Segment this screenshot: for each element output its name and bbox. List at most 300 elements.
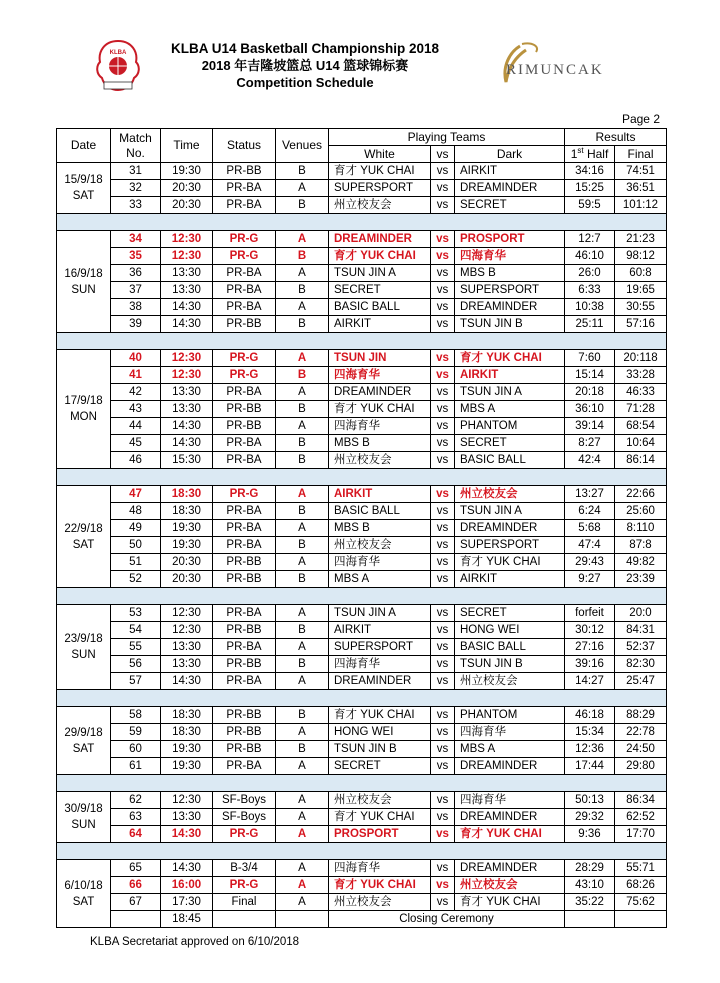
- match-no: 59: [111, 724, 161, 741]
- table-row: [57, 265, 667, 282]
- footer-note: KLBA Secretariat approved on 6/10/2018: [90, 936, 300, 948]
- team-dark: 育才 YUK CHAI: [455, 554, 565, 571]
- first-half-score: 47:4: [565, 537, 615, 554]
- team-dark: AIRKIT: [455, 367, 565, 384]
- header-final: Final: [615, 146, 667, 163]
- vs-label: vs: [431, 163, 455, 180]
- table-row: [57, 554, 667, 571]
- closing-no: [111, 911, 161, 928]
- header-date: Date: [57, 129, 111, 163]
- final-score: 75:62: [615, 894, 667, 911]
- date-cell: [57, 350, 111, 469]
- final-score: 25:60: [615, 503, 667, 520]
- final-score: 22:78: [615, 724, 667, 741]
- first-half-score: 35:22: [565, 894, 615, 911]
- match-date: 17/9/18: [64, 395, 103, 407]
- team-dark: HONG WEI: [455, 622, 565, 639]
- match-no: 37: [111, 282, 161, 299]
- team-white: TSUN JIN: [329, 350, 431, 367]
- final-score: 74:51: [615, 163, 667, 180]
- match-no: 61: [111, 758, 161, 775]
- match-no: 49: [111, 520, 161, 537]
- table-row: [57, 452, 667, 469]
- vs-label: vs: [431, 316, 455, 333]
- match-time: 14:30: [161, 299, 213, 316]
- header-match-no-text: Match No.: [119, 130, 152, 160]
- separator-cell: [57, 690, 667, 707]
- match-day: MON: [70, 411, 97, 423]
- final-score: 62:52: [615, 809, 667, 826]
- closing-time: 18:45: [161, 911, 213, 928]
- first-half-score: 12:7: [565, 231, 615, 248]
- match-status: PR-G: [213, 231, 276, 248]
- header-first-half-sup: st: [577, 145, 584, 155]
- team-dark: DREAMINDER: [455, 758, 565, 775]
- vs-label: vs: [431, 894, 455, 911]
- final-score: 57:16: [615, 316, 667, 333]
- team-dark: PHANTOM: [455, 707, 565, 724]
- first-half-score: 29:32: [565, 809, 615, 826]
- title-english: KLBA U14 Basketball Championship 2018: [170, 41, 440, 56]
- first-half-score: 46:18: [565, 707, 615, 724]
- match-time: 17:30: [161, 894, 213, 911]
- group-separator: [57, 333, 667, 350]
- first-half-score: 39:14: [565, 418, 615, 435]
- team-white: HONG WEI: [329, 724, 431, 741]
- match-time: 12:30: [161, 350, 213, 367]
- match-time: 20:30: [161, 180, 213, 197]
- date-cell: [57, 605, 111, 690]
- team-white: 州立校友会: [329, 537, 431, 554]
- closing-final: [615, 911, 667, 928]
- match-no: 31: [111, 163, 161, 180]
- table-row: [57, 486, 667, 503]
- match-status: PR-BA: [213, 435, 276, 452]
- vs-label: vs: [431, 265, 455, 282]
- final-score: 101:12: [615, 197, 667, 214]
- vs-label: vs: [431, 758, 455, 775]
- team-white: BASIC BALL: [329, 299, 431, 316]
- match-time: 12:30: [161, 792, 213, 809]
- vs-label: vs: [431, 282, 455, 299]
- team-dark: DREAMINDER: [455, 520, 565, 537]
- match-no: 48: [111, 503, 161, 520]
- match-venue: B: [276, 537, 329, 554]
- table-row: [57, 877, 667, 894]
- table-row: [57, 367, 667, 384]
- first-half-score: 6:33: [565, 282, 615, 299]
- match-no: 39: [111, 316, 161, 333]
- schedule-table: [56, 128, 667, 928]
- rimuncak-logo: [492, 40, 604, 90]
- match-no: 38: [111, 299, 161, 316]
- match-venue: A: [276, 809, 329, 826]
- first-half-score: 39:16: [565, 656, 615, 673]
- match-day: SUN: [71, 649, 96, 661]
- match-venue: A: [276, 877, 329, 894]
- team-dark: DREAMINDER: [455, 180, 565, 197]
- final-score: 10:64: [615, 435, 667, 452]
- schedule-body: [57, 163, 667, 928]
- group-separator: [57, 690, 667, 707]
- match-time: 13:30: [161, 809, 213, 826]
- match-status: PR-BA: [213, 520, 276, 537]
- team-dark: SECRET: [455, 197, 565, 214]
- match-venue: A: [276, 265, 329, 282]
- team-white: 育才 YUK CHAI: [329, 401, 431, 418]
- match-venue: A: [276, 384, 329, 401]
- match-venue: A: [276, 860, 329, 877]
- final-score: 86:14: [615, 452, 667, 469]
- separator-cell: [57, 588, 667, 605]
- match-venue: B: [276, 248, 329, 265]
- team-white: DREAMINDER: [329, 231, 431, 248]
- table-row: [57, 792, 667, 809]
- match-date: 22/9/18: [64, 522, 103, 535]
- match-venue: A: [276, 350, 329, 367]
- date-cell: [57, 163, 111, 214]
- header-time: Time: [161, 129, 213, 163]
- vs-label: vs: [431, 452, 455, 469]
- table-row: [57, 741, 667, 758]
- match-venue: A: [276, 605, 329, 622]
- match-venue: A: [276, 520, 329, 537]
- match-venue: A: [276, 486, 329, 503]
- match-time: 13:30: [161, 639, 213, 656]
- final-score: 21:23: [615, 231, 667, 248]
- match-time: 12:30: [161, 367, 213, 384]
- table-row: [57, 435, 667, 452]
- team-white: BASIC BALL: [329, 503, 431, 520]
- match-venue: B: [276, 707, 329, 724]
- match-time: 19:30: [161, 520, 213, 537]
- match-venue: A: [276, 231, 329, 248]
- match-time: 19:30: [161, 163, 213, 180]
- table-row: [57, 860, 667, 877]
- match-time: 14:30: [161, 860, 213, 877]
- vs-label: vs: [431, 401, 455, 418]
- final-score: 23:39: [615, 571, 667, 588]
- team-dark: BASIC BALL: [455, 452, 565, 469]
- vs-label: vs: [431, 231, 455, 248]
- final-score: 20:118: [615, 350, 667, 367]
- first-half-score: 27:16: [565, 639, 615, 656]
- match-no: 36: [111, 265, 161, 282]
- match-day: SUN: [71, 283, 96, 296]
- team-dark: SECRET: [455, 435, 565, 452]
- match-venue: A: [276, 758, 329, 775]
- first-half-score: 59:5: [565, 197, 615, 214]
- table-row: [57, 401, 667, 418]
- team-white: SECRET: [329, 758, 431, 775]
- final-score: 49:82: [615, 554, 667, 571]
- team-dark: SECRET: [455, 605, 565, 622]
- match-no: 64: [111, 826, 161, 843]
- team-dark: TSUN JIN B: [455, 656, 565, 673]
- header-results: Results: [565, 129, 667, 146]
- team-dark: 育才 YUK CHAI: [455, 350, 565, 367]
- first-half-score: 13:27: [565, 486, 615, 503]
- team-dark: AIRKIT: [455, 163, 565, 180]
- match-no: 54: [111, 622, 161, 639]
- match-date: 6/10/18: [64, 879, 103, 892]
- vs-label: vs: [431, 299, 455, 316]
- final-score: 60:8: [615, 265, 667, 282]
- first-half-score: 15:34: [565, 724, 615, 741]
- match-venue: B: [276, 741, 329, 758]
- team-white: SECRET: [329, 282, 431, 299]
- table-row: [57, 605, 667, 622]
- table-row: [57, 639, 667, 656]
- first-half-score: 14:27: [565, 673, 615, 690]
- match-status: PR-BA: [213, 384, 276, 401]
- match-no: 46: [111, 452, 161, 469]
- first-half-score: 15:25: [565, 180, 615, 197]
- match-time: 19:30: [161, 741, 213, 758]
- match-venue: A: [276, 894, 329, 911]
- team-dark: 育才 YUK CHAI: [455, 894, 565, 911]
- vs-label: vs: [431, 860, 455, 877]
- match-venue: A: [276, 639, 329, 656]
- match-no: 41: [111, 367, 161, 384]
- team-dark: 育才 YUK CHAI: [455, 826, 565, 843]
- match-no: 52: [111, 571, 161, 588]
- first-half-score: 9:36: [565, 826, 615, 843]
- match-time: 14:30: [161, 826, 213, 843]
- match-venue: B: [276, 435, 329, 452]
- match-venue: B: [276, 197, 329, 214]
- team-dark: SUPERSPORT: [455, 537, 565, 554]
- team-white: 州立校友会: [329, 894, 431, 911]
- vs-label: vs: [431, 605, 455, 622]
- match-no: 34: [111, 231, 161, 248]
- final-score: 19:65: [615, 282, 667, 299]
- final-score: 88:29: [615, 707, 667, 724]
- match-date: 16/9/18: [64, 267, 103, 280]
- sponsor-name: RIMUNCAK: [506, 62, 604, 78]
- table-row: [57, 656, 667, 673]
- table-row: [57, 520, 667, 537]
- match-no: 67: [111, 894, 161, 911]
- match-time: 18:30: [161, 707, 213, 724]
- match-venue: A: [276, 673, 329, 690]
- match-time: 20:30: [161, 571, 213, 588]
- match-no: 63: [111, 809, 161, 826]
- table-row: [57, 537, 667, 554]
- match-time: 16:00: [161, 877, 213, 894]
- team-white: 州立校友会: [329, 792, 431, 809]
- first-half-score: 28:29: [565, 860, 615, 877]
- team-white: 四海育华: [329, 367, 431, 384]
- final-score: 30:55: [615, 299, 667, 316]
- team-white: MBS B: [329, 435, 431, 452]
- table-row: [57, 707, 667, 724]
- header-first-half: [565, 146, 615, 163]
- match-status: PR-BA: [213, 282, 276, 299]
- match-time: 18:30: [161, 503, 213, 520]
- vs-label: vs: [431, 554, 455, 571]
- vs-label: vs: [431, 622, 455, 639]
- header-dark: Dark: [455, 146, 565, 163]
- group-separator: [57, 843, 667, 860]
- team-white: TSUN JIN A: [329, 265, 431, 282]
- match-no: 42: [111, 384, 161, 401]
- header-match-no: [111, 129, 161, 163]
- first-half-score: 42:4: [565, 452, 615, 469]
- match-venue: A: [276, 180, 329, 197]
- team-dark: PHANTOM: [455, 418, 565, 435]
- final-score: 36:51: [615, 180, 667, 197]
- match-time: 14:30: [161, 673, 213, 690]
- vs-label: vs: [431, 809, 455, 826]
- vs-label: vs: [431, 486, 455, 503]
- first-half-score: 7:60: [565, 350, 615, 367]
- match-time: 13:30: [161, 656, 213, 673]
- match-date: 30/9/18: [64, 803, 103, 815]
- team-white: AIRKIT: [329, 316, 431, 333]
- final-score: 68:26: [615, 877, 667, 894]
- header-status: Status: [213, 129, 276, 163]
- team-white: 育才 YUK CHAI: [329, 707, 431, 724]
- header-vs: vs: [431, 146, 455, 163]
- match-no: 50: [111, 537, 161, 554]
- team-white: SUPERSPORT: [329, 180, 431, 197]
- match-status: PR-BA: [213, 503, 276, 520]
- header-first-half-num: 1: [570, 146, 578, 161]
- first-half-score: 25:11: [565, 316, 615, 333]
- match-date: 23/9/18: [64, 633, 103, 645]
- closing-row: [57, 911, 667, 928]
- team-dark: TSUN JIN B: [455, 316, 565, 333]
- vs-label: vs: [431, 537, 455, 554]
- match-venue: A: [276, 418, 329, 435]
- team-dark: MBS B: [455, 265, 565, 282]
- final-score: 98:12: [615, 248, 667, 265]
- match-venue: A: [276, 554, 329, 571]
- match-time: 18:30: [161, 486, 213, 503]
- match-time: 12:30: [161, 622, 213, 639]
- match-venue: A: [276, 826, 329, 843]
- final-score: 29:80: [615, 758, 667, 775]
- final-score: 20:0: [615, 605, 667, 622]
- vs-label: vs: [431, 724, 455, 741]
- team-white: 四海育华: [329, 418, 431, 435]
- match-no: 57: [111, 673, 161, 690]
- match-status: PR-BA: [213, 537, 276, 554]
- team-dark: DREAMINDER: [455, 299, 565, 316]
- page-number: Page 2: [621, 112, 660, 126]
- match-status: PR-BA: [213, 452, 276, 469]
- team-white: 育才 YUK CHAI: [329, 877, 431, 894]
- vs-label: vs: [431, 350, 455, 367]
- match-venue: A: [276, 299, 329, 316]
- vs-label: vs: [431, 673, 455, 690]
- match-status: PR-G: [213, 367, 276, 384]
- match-time: 12:30: [161, 231, 213, 248]
- vs-label: vs: [431, 435, 455, 452]
- match-venue: B: [276, 367, 329, 384]
- match-date: 29/9/18: [64, 726, 103, 739]
- date-cell: [57, 860, 111, 928]
- vs-label: vs: [431, 418, 455, 435]
- match-day: SUN: [71, 819, 96, 831]
- match-status: PR-BA: [213, 265, 276, 282]
- match-status: PR-BB: [213, 554, 276, 571]
- match-time: 20:30: [161, 197, 213, 214]
- table-row: [57, 384, 667, 401]
- match-date: 15/9/18: [64, 174, 103, 186]
- match-venue: B: [276, 401, 329, 418]
- final-score: 25:47: [615, 673, 667, 690]
- match-day: SAT: [72, 538, 95, 551]
- match-status: PR-BB: [213, 741, 276, 758]
- final-score: 87:8: [615, 537, 667, 554]
- vs-label: vs: [431, 503, 455, 520]
- final-score: 71:28: [615, 401, 667, 418]
- match-venue: B: [276, 622, 329, 639]
- final-score: 22:66: [615, 486, 667, 503]
- match-no: 32: [111, 180, 161, 197]
- vs-label: vs: [431, 571, 455, 588]
- match-time: 14:30: [161, 418, 213, 435]
- table-row: [57, 418, 667, 435]
- match-venue: A: [276, 724, 329, 741]
- first-half-score: 20:18: [565, 384, 615, 401]
- team-dark: BASIC BALL: [455, 639, 565, 656]
- vs-label: vs: [431, 248, 455, 265]
- match-time: 13:30: [161, 265, 213, 282]
- match-time: 14:30: [161, 316, 213, 333]
- match-no: 56: [111, 656, 161, 673]
- team-white: 州立校友会: [329, 452, 431, 469]
- subtitle: Competition Schedule: [236, 75, 374, 90]
- match-status: PR-BB: [213, 571, 276, 588]
- table-row: [57, 197, 667, 214]
- team-white: 州立校友会: [329, 197, 431, 214]
- match-status: PR-BB: [213, 707, 276, 724]
- closing-status: [213, 911, 276, 928]
- match-time: 18:30: [161, 724, 213, 741]
- match-status: PR-BB: [213, 316, 276, 333]
- match-no: 53: [111, 605, 161, 622]
- vs-label: vs: [431, 367, 455, 384]
- match-time: 12:30: [161, 248, 213, 265]
- group-separator: [57, 588, 667, 605]
- first-half-score: 30:12: [565, 622, 615, 639]
- match-time: 19:30: [161, 758, 213, 775]
- team-dark: TSUN JIN A: [455, 384, 565, 401]
- match-no: 58: [111, 707, 161, 724]
- document-header: [0, 0, 720, 110]
- vs-label: vs: [431, 180, 455, 197]
- match-time: 13:30: [161, 282, 213, 299]
- header-white: White: [329, 146, 431, 163]
- first-half-score: 34:16: [565, 163, 615, 180]
- first-half-score: 26:0: [565, 265, 615, 282]
- vs-label: vs: [431, 384, 455, 401]
- team-dark: 四海育华: [455, 248, 565, 265]
- first-half-score: 17:44: [565, 758, 615, 775]
- first-half-score: 36:10: [565, 401, 615, 418]
- klba-logo-text: KLBA: [109, 50, 127, 56]
- match-no: 35: [111, 248, 161, 265]
- date-cell: [57, 231, 111, 333]
- table-row: [57, 758, 667, 775]
- match-day: SAT: [72, 742, 95, 755]
- team-dark: SUPERSPORT: [455, 282, 565, 299]
- match-status: PR-BA: [213, 758, 276, 775]
- final-score: 24:50: [615, 741, 667, 758]
